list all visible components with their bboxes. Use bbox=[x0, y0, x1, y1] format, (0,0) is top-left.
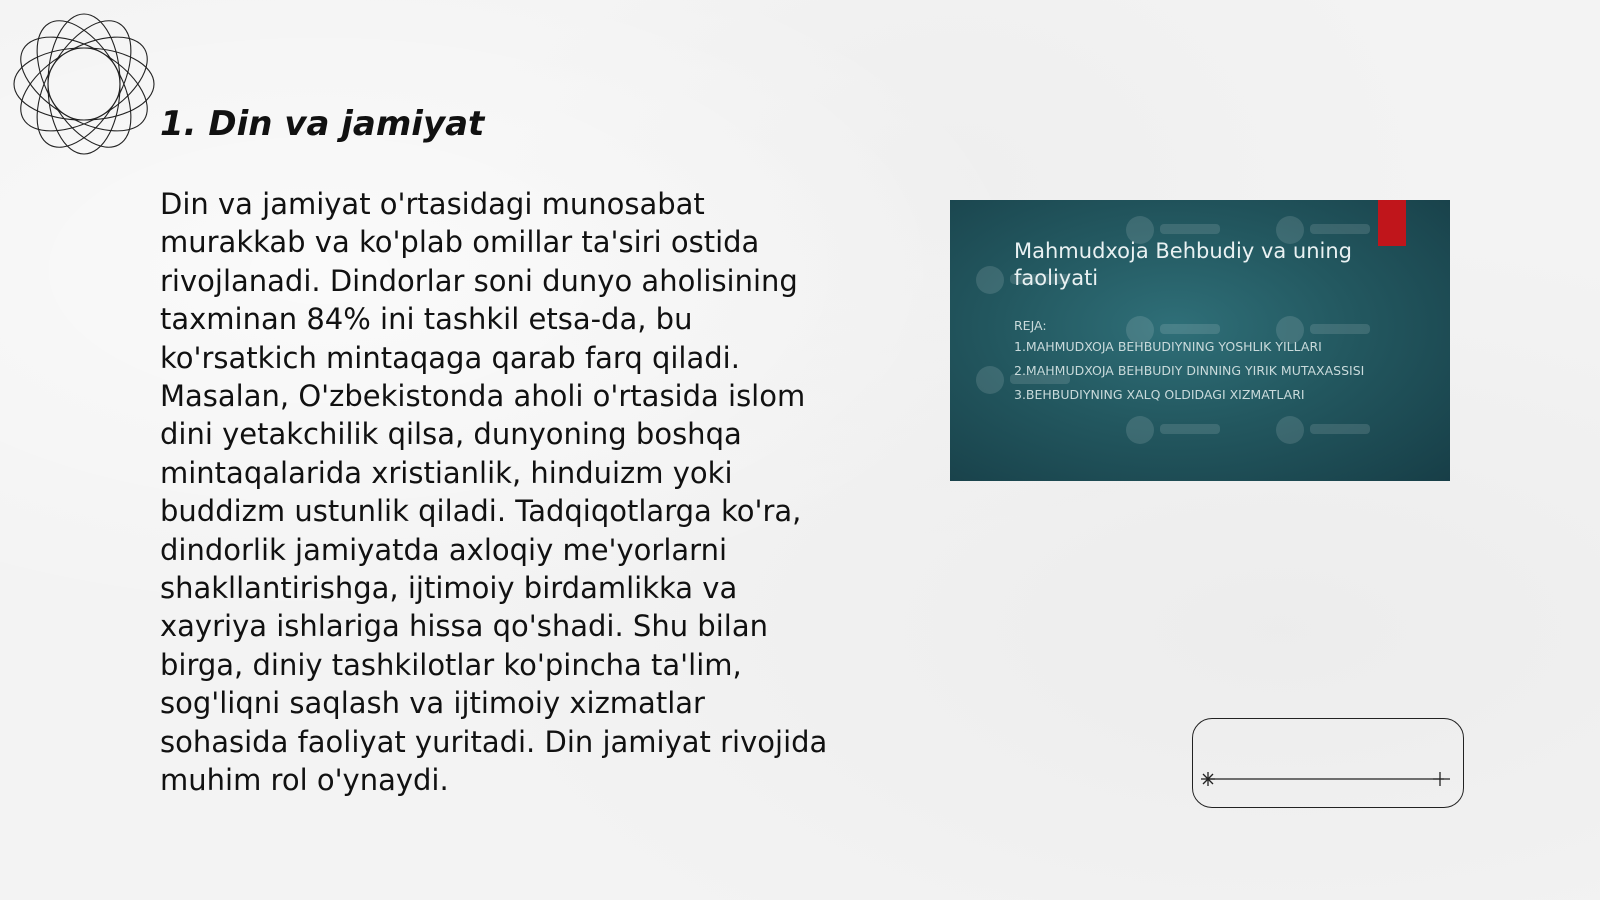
slide-title: 1. Din va jamiyat bbox=[160, 104, 485, 144]
crosshair-icon bbox=[1433, 772, 1450, 786]
spirograph-ornament-icon bbox=[10, 10, 158, 158]
slide-body-text: Din va jamiyat o'rtasidagi munosabat murakkab va ko'plab omillar ta'siri ostida rivojlanadi. Dindorlar soni dunyo aholisining taxminan 84% ini tashkil etsa-da, bu ko'rsatkich mintaqaga qarab farq qiladi. Masalan, O'zbekistonda aholi o'rtasida islom dini yetakchilik qilsa, dunyoning boshqa mintaqalarida xristianlik, hinduizm yoki buddizm ustunlik qiladi. Tadqiqotlarga ko'ra, dindorlik jamiyatda axloqiy me'yorlarni shakllantirishga, ijtimoiy birdamlikka va xayriya ishlariga hissa qo'shadi. Shu bilan birga, diniy tashkilotlar ko'pincha ta'lim, sog'liqni saqlash va ijtimoiy xizmatlar sohasida faoliyat yuritadi. Din jamiyat rivojida muhim rol o'ynaydi. bbox=[160, 187, 828, 798]
slide-thumbnail-image bbox=[950, 200, 1450, 481]
thumbnail-plan-item: 1.MAHMUDXOJA BEHBUDIYNING YOSHLIK YILLARI bbox=[1014, 339, 1322, 354]
thumbnail-plan-item: 2.MAHMUDXOJA BEHBUDIY DINNING YIRIK MUTAXASSISI bbox=[1014, 363, 1365, 378]
sparkle-icon bbox=[1201, 772, 1215, 786]
decorative-line bbox=[1200, 772, 1460, 786]
thumbnail-title: Mahmudxoja Behbudiy va uning faoliyati bbox=[1014, 239, 1353, 290]
thumbnail-plan-label: REJA: bbox=[1014, 318, 1047, 333]
thumbnail-plan-item: 3.BEHBUDIYNING XALQ OLDIDAGI XIZMATLARI bbox=[1014, 387, 1305, 402]
decorative-rounded-box bbox=[1192, 718, 1464, 808]
thumbnail-plan bbox=[1014, 318, 1404, 411]
